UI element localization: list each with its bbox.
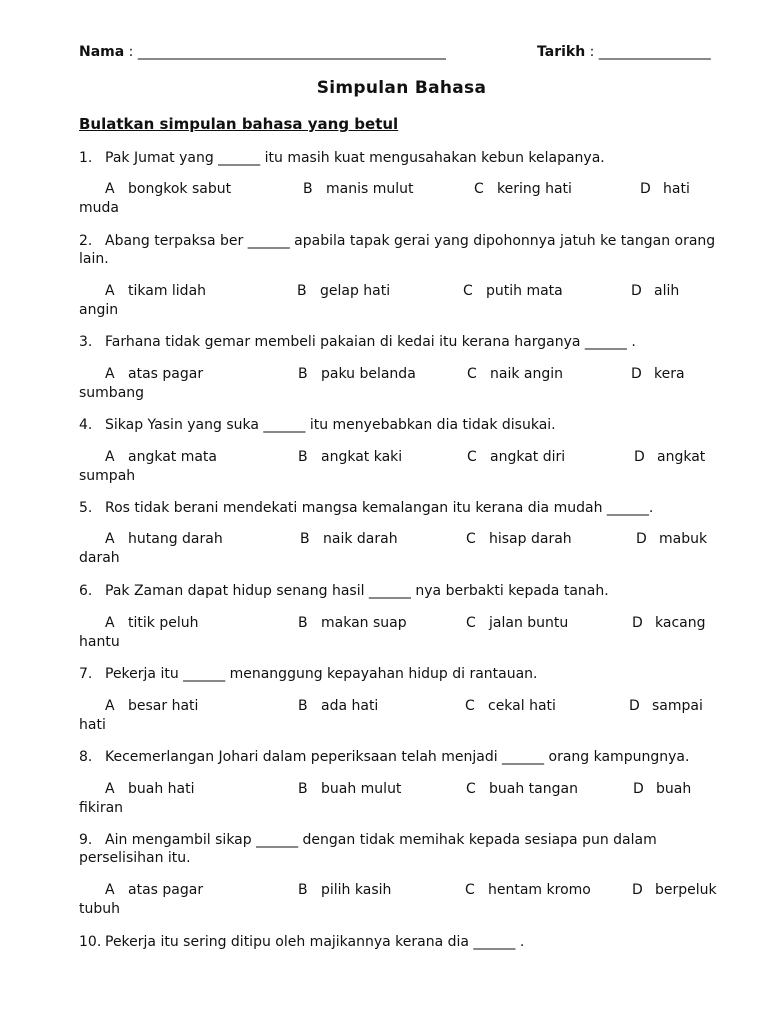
option-c[interactable]	[463, 282, 563, 301]
option-letter: D	[640, 181, 651, 197]
option-text: jalan buntu	[489, 615, 569, 631]
option-c[interactable]	[467, 365, 563, 384]
option-text: hentam kromo	[488, 882, 591, 898]
question-text: Pak Zaman dapat hidup senang hasil ______ nya berbakti kepada tanah.	[105, 583, 609, 599]
option-a[interactable]	[105, 530, 223, 549]
question-text: Pekerja itu sering ditipu oleh majikannya kerana dia ______ .	[105, 934, 525, 950]
option-letter: A	[105, 283, 115, 299]
question-1	[79, 149, 724, 167]
question-number: 4.	[79, 417, 93, 433]
option-letter: C	[467, 366, 477, 382]
question-6	[79, 582, 724, 600]
option-text: gelap hati	[320, 283, 391, 299]
option-letter: D	[632, 615, 643, 631]
option-text: kera	[654, 366, 685, 382]
question-text: Sikap Yasin yang suka ______ itu menyebabkan dia tidak disukai.	[105, 417, 556, 433]
option-text: paku belanda	[321, 366, 416, 382]
option-d[interactable]	[631, 365, 685, 384]
question-5	[79, 499, 724, 517]
option-text: angkat diri	[490, 449, 566, 465]
option-d[interactable]	[633, 780, 691, 799]
nama-label: Nama	[79, 44, 125, 60]
option-b[interactable]	[298, 365, 416, 384]
option-letter: D	[634, 449, 645, 465]
question-text: Pak Jumat yang ______ itu masih kuat mengusahakan kebun kelapanya.	[105, 150, 605, 166]
option-text: naik angin	[490, 366, 564, 382]
option-letter: C	[465, 882, 475, 898]
option-text: cekal hati	[488, 698, 556, 714]
option-text: mabuk	[659, 531, 708, 547]
question-number: 6.	[79, 583, 93, 599]
question-number: 3.	[79, 334, 93, 350]
option-d-wrap: sumbang	[79, 385, 145, 401]
question-number: 1.	[79, 150, 93, 166]
option-c[interactable]	[474, 180, 572, 199]
option-a[interactable]	[105, 697, 198, 716]
option-text: kering hati	[497, 181, 572, 197]
option-letter: B	[300, 531, 310, 547]
option-c[interactable]	[465, 697, 556, 716]
option-letter: C	[466, 531, 476, 547]
option-text: atas pagar	[128, 366, 204, 382]
option-b[interactable]	[298, 881, 391, 900]
question-text: Ros tidak berani mendekati mangsa kemalangan itu kerana dia mudah ______.	[105, 500, 654, 516]
option-b[interactable]	[298, 697, 378, 716]
option-letter: B	[298, 366, 308, 382]
question-number: 8.	[79, 749, 93, 765]
option-a[interactable]	[105, 614, 198, 633]
question-7	[79, 665, 724, 683]
option-a[interactable]	[105, 282, 206, 301]
option-b[interactable]	[303, 180, 414, 199]
option-letter: C	[465, 698, 475, 714]
question-4	[79, 416, 724, 434]
option-letter: B	[297, 283, 307, 299]
option-letter: B	[298, 882, 308, 898]
option-text: alih	[654, 283, 680, 299]
question-9	[79, 831, 724, 867]
option-a[interactable]	[105, 448, 217, 467]
option-text: besar hati	[128, 698, 199, 714]
option-text: manis mulut	[326, 181, 414, 197]
option-b[interactable]	[298, 614, 407, 633]
nama-field	[79, 44, 446, 60]
option-text: sampai	[652, 698, 703, 714]
option-letter: D	[636, 531, 647, 547]
option-a[interactable]	[105, 881, 203, 900]
option-text: tikam lidah	[128, 283, 207, 299]
option-letter: C	[474, 181, 484, 197]
option-text: naik darah	[323, 531, 398, 547]
question-number: 2.	[79, 233, 93, 249]
option-c[interactable]	[467, 448, 565, 467]
question-text: Abang terpaksa ber ______ apabila tapak gerai yang dipohonnya jatuh ke tangan orang lain.	[79, 233, 716, 267]
option-d-wrap: muda	[79, 200, 119, 216]
option-letter: A	[105, 531, 115, 547]
option-letter: C	[463, 283, 473, 299]
question-number: 7.	[79, 666, 93, 682]
option-d[interactable]	[632, 614, 705, 633]
question-text: Pekerja itu ______ menanggung kepayahan hidup di rantauan.	[105, 666, 538, 682]
option-letter: A	[105, 615, 115, 631]
option-d[interactable]	[634, 448, 705, 467]
option-letter: C	[466, 615, 476, 631]
option-letter: D	[631, 283, 642, 299]
page-title: Simpulan Bahasa	[316, 78, 487, 98]
tarikh-field	[537, 44, 711, 60]
option-d-wrap: hati	[79, 717, 106, 733]
option-text: atas pagar	[128, 882, 204, 898]
tarikh-blank: : ________________	[585, 44, 711, 60]
question-text: Ain mengambil sikap ______ dengan tidak memihak kepada sesiapa pun dalam perselisihan itu.	[79, 832, 657, 866]
option-text: buah	[656, 781, 692, 797]
option-letter: D	[629, 698, 640, 714]
option-text: makan suap	[321, 615, 407, 631]
question-3	[79, 333, 724, 351]
option-letter: D	[633, 781, 644, 797]
instruction-heading: Bulatkan simpulan bahasa yang betul	[79, 115, 399, 133]
question-number: 10.	[79, 934, 102, 950]
option-letter: B	[298, 449, 308, 465]
option-d-wrap: sumpah	[79, 468, 136, 484]
question-number: 5.	[79, 500, 93, 516]
option-letter: B	[298, 781, 308, 797]
option-letter: B	[303, 181, 313, 197]
option-text: bongkok sabut	[128, 181, 232, 197]
question-text: Farhana tidak gemar membeli pakaian di kedai itu kerana harganya ______ .	[105, 334, 636, 350]
option-a[interactable]	[105, 780, 195, 799]
option-d-wrap: hantu	[79, 634, 120, 650]
option-letter: A	[105, 698, 115, 714]
question-8	[79, 748, 724, 766]
option-text: angkat kaki	[321, 449, 403, 465]
option-c[interactable]	[466, 614, 568, 633]
option-text: putih mata	[486, 283, 563, 299]
option-text: buah hati	[128, 781, 195, 797]
header-row	[79, 44, 724, 64]
option-d-wrap: tubuh	[79, 901, 120, 917]
option-d[interactable]	[629, 697, 703, 716]
option-a[interactable]	[105, 365, 203, 384]
option-text: ada hati	[321, 698, 379, 714]
option-letter: B	[298, 698, 308, 714]
option-d[interactable]	[636, 530, 707, 549]
option-letter: A	[105, 449, 115, 465]
option-letter: C	[467, 449, 477, 465]
option-c[interactable]	[466, 530, 572, 549]
option-letter: A	[105, 181, 115, 197]
option-letter: A	[105, 882, 115, 898]
option-text: hisap darah	[489, 531, 572, 547]
option-c[interactable]	[465, 881, 591, 900]
option-d[interactable]	[640, 180, 690, 199]
option-b[interactable]	[298, 780, 401, 799]
question-10	[79, 933, 724, 951]
option-d[interactable]	[631, 282, 679, 301]
option-text: berpeluk	[655, 882, 717, 898]
option-text: hutang darah	[128, 531, 223, 547]
option-text: hati	[663, 181, 690, 197]
option-letter: D	[631, 366, 642, 382]
option-text: angkat mata	[128, 449, 218, 465]
question-text: Kecemerlangan Johari dalam peperiksaan telah menjadi ______ orang kampungnya.	[105, 749, 690, 765]
option-letter: C	[466, 781, 476, 797]
option-text: buah tangan	[489, 781, 578, 797]
option-b[interactable]	[297, 282, 390, 301]
tarikh-label: Tarikh	[537, 44, 586, 60]
option-b[interactable]	[300, 530, 398, 549]
option-d-wrap: fikiran	[79, 800, 124, 816]
option-text: titik peluh	[128, 615, 199, 631]
option-text: buah mulut	[321, 781, 402, 797]
option-d-wrap: angin	[79, 302, 119, 318]
option-letter: A	[105, 366, 115, 382]
option-d-wrap: darah	[79, 550, 120, 566]
question-number: 9.	[79, 832, 93, 848]
option-letter: B	[298, 615, 308, 631]
option-a[interactable]	[105, 180, 231, 199]
option-text: pilih kasih	[321, 882, 392, 898]
option-letter: D	[632, 882, 643, 898]
option-letter: A	[105, 781, 115, 797]
option-b[interactable]	[298, 448, 402, 467]
option-d[interactable]	[632, 881, 717, 900]
option-text: kacang	[655, 615, 706, 631]
nama-blank: : ____________________________________________	[124, 44, 446, 60]
question-2	[79, 232, 724, 268]
option-c[interactable]	[466, 780, 578, 799]
option-text: angkat	[657, 449, 706, 465]
